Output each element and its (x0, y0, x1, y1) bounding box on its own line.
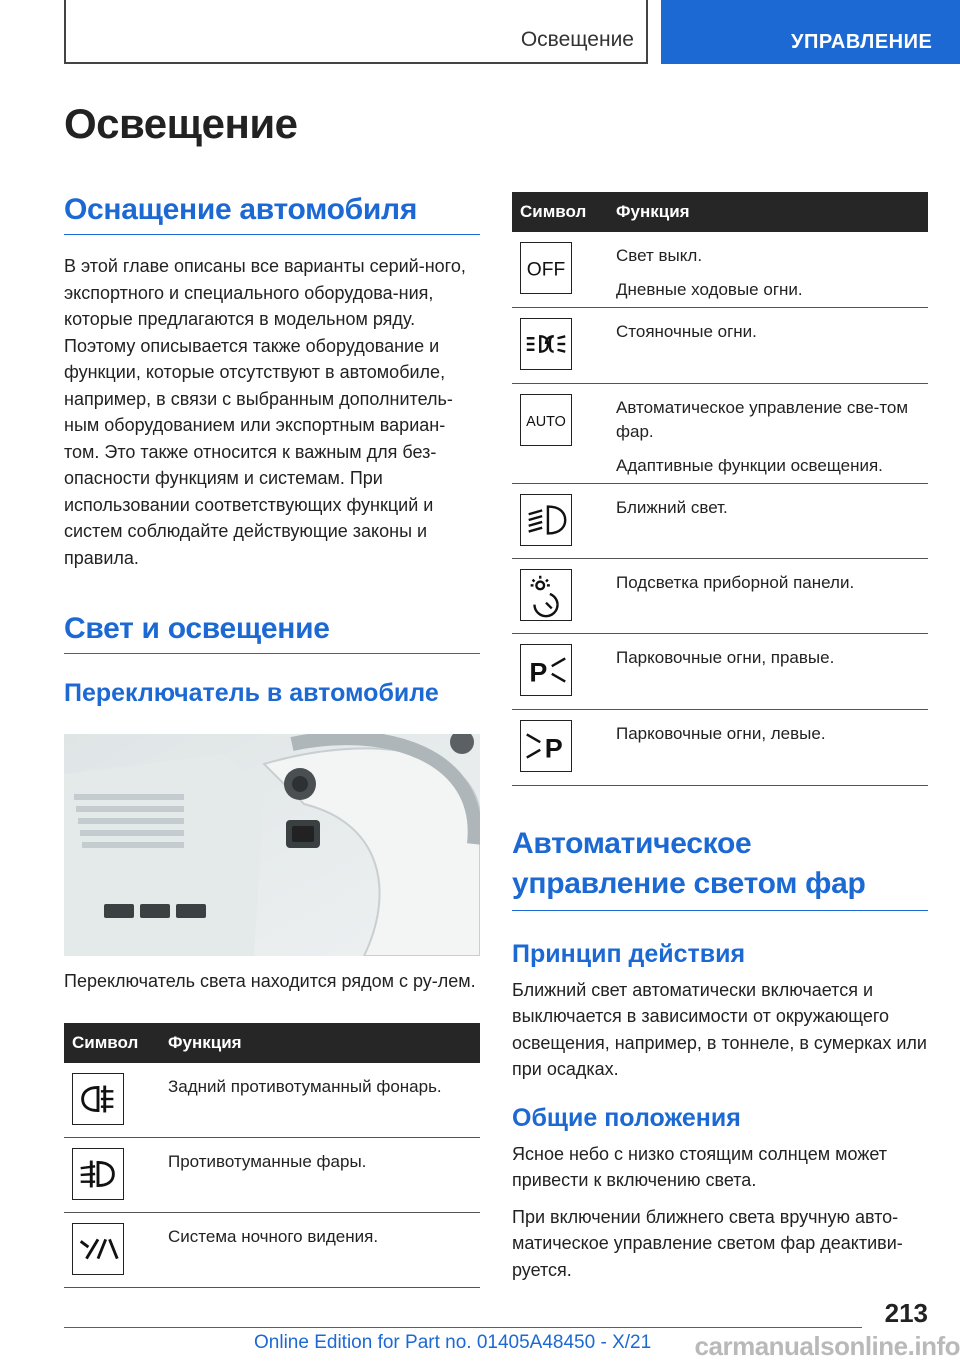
table-row (512, 633, 928, 709)
equipment-heading: Оснащение автомобиля (64, 192, 480, 235)
parking-left-icon (520, 720, 572, 772)
table-row (512, 307, 928, 383)
svg-text:AUTO: AUTO (526, 413, 566, 430)
rear-fog-light-icon (72, 1073, 124, 1125)
switch-heading: Переключатель в автомобиле (64, 679, 439, 707)
instrument-lighting-icon (520, 569, 572, 621)
function-text: Парковочные огни, левые. (616, 723, 826, 743)
header-section-box (64, 0, 648, 64)
table-header-symbol: Символ (512, 192, 616, 232)
table-row (512, 383, 928, 483)
table-row (512, 232, 928, 307)
table-row (512, 483, 928, 558)
footer-edition[interactable]: Online Edition for Part no. 01405A48450 - X/21 (254, 1332, 652, 1353)
function-text: Адаптивные функции освещения. (616, 455, 883, 475)
svg-text:P: P (529, 657, 548, 688)
table-header-function: Функция (616, 192, 928, 232)
general-text-1: Ясное небо с низко стоящим солнцем может привести к включению света. (512, 1143, 888, 1190)
parking-right-icon (520, 644, 572, 696)
function-text: Свет выкл. (616, 246, 703, 265)
watermark: carmanualsonline.info (694, 1331, 960, 1361)
steering-wheel-photo (64, 734, 480, 956)
page-title: Освещение (64, 100, 298, 147)
page-number: 213 (884, 1298, 928, 1328)
function-text: Система ночного видения. (168, 1227, 379, 1246)
table-row (64, 1138, 480, 1213)
left-symbol-table (64, 1023, 480, 1289)
principle-heading: Принцип действия (512, 939, 746, 968)
function-text: Ближний свет. (616, 497, 728, 517)
switch-caption: Переключатель света находится рядом с ру-лем. (64, 971, 476, 991)
header-chapter-tab[interactable] (661, 0, 960, 64)
function-text: Противотуманные фары. (168, 1152, 367, 1171)
low-beam-icon (520, 494, 572, 546)
front-fog-lights-icon (72, 1148, 124, 1200)
table-row (64, 1213, 480, 1288)
table-row (512, 709, 928, 785)
principle-text: Ближний свет автоматически включается и выключается в зависимости от окружающего освещения, например, в тоннеле, в сумерках или при осадках. (512, 979, 927, 1079)
general-heading: Общие положения (512, 1103, 741, 1132)
left-column (64, 192, 480, 1288)
header-section-label: Освещение (520, 28, 634, 51)
equipment-text: В этой главе описаны все варианты серий-ного, экспортного и специального оборудова-ния, которые предлагаются в модельном ряду. Поэтому описывается также оборудование и функции, которые отсутствуют в автомобиле, например, в связи с выбранным дополнитель-ным оборудованием или экспортным вариан-том. Это также относится к важным для без-опасности функциям и системам. При использовании соответствующих функций и систем соблюдайте действующие законы и правила. (64, 256, 466, 568)
off-icon (520, 242, 572, 294)
header-chapter-label: УПРАВЛЕНИЕ (791, 31, 933, 53)
right-symbol-table (512, 192, 928, 786)
parking-lights-icon (520, 318, 572, 370)
auto-headlight-heading: Автоматическое управление светом фар (512, 824, 928, 911)
auto-icon (520, 394, 572, 446)
general-text-2: При включении ближнего света вручную авто-матическое управление светом фар деактиви-руется. (512, 1206, 903, 1280)
function-text: Парковочные огни, правые. (616, 647, 835, 667)
function-text: Дневные ходовые огни. (616, 280, 803, 299)
night-vision-icon (72, 1223, 124, 1275)
table-row (512, 558, 928, 633)
function-text: Задний противотуманный фонарь. (168, 1076, 442, 1096)
table-header-symbol: Символ (64, 1023, 168, 1063)
light-heading: Свет и освещение (64, 611, 480, 654)
table-row (64, 1063, 480, 1138)
function-text: Стояночные огни. (616, 321, 757, 341)
footer-divider (64, 1327, 862, 1328)
svg-text:P: P (544, 733, 563, 764)
svg-text:OFF: OFF (526, 259, 566, 281)
function-text: Автоматическое управление све-том фар. (616, 397, 909, 441)
function-text: Подсветка приборной панели. (616, 572, 855, 592)
right-column (512, 192, 928, 1283)
table-header-function: Функция (168, 1023, 480, 1063)
